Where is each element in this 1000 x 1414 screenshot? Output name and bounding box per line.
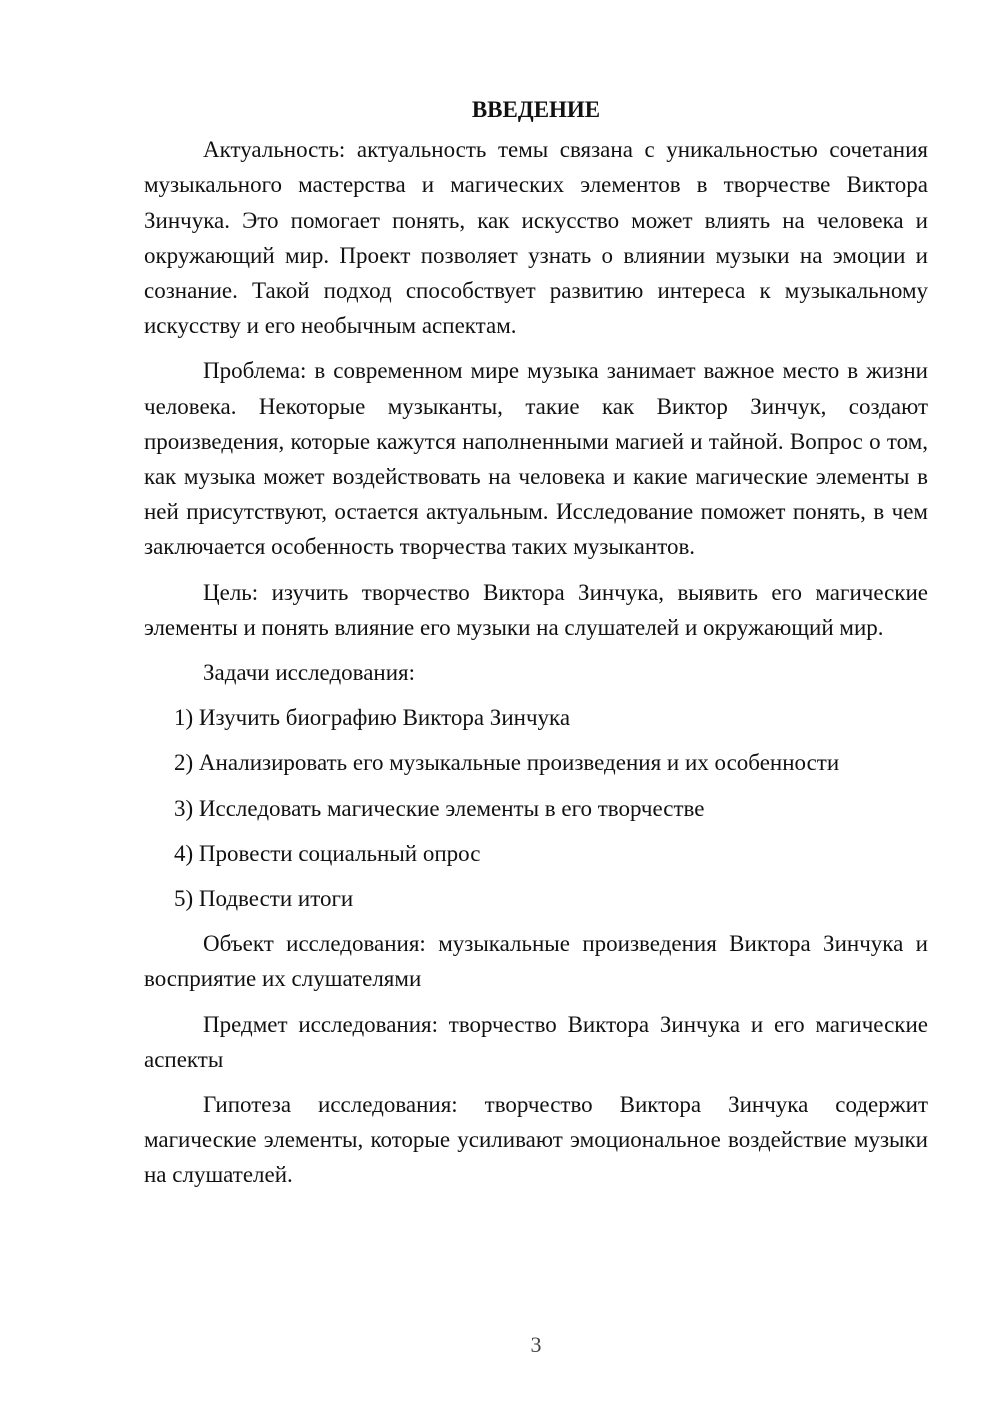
relevance-paragraph: Актуальность: актуальность темы связана с уникальностью сочетания музыкального мастерства и магических элементов в творчестве Виктора Зинчука. Это помогает понять, как искусство может влиять на человека и окружающий мир. Проект позволяет узнать о влиянии музыки на эмоции и сознание. Такой подход способствует развитию интереса к музыкальному искусству и его необычным аспектам. <box>144 137 928 339</box>
problem-paragraph: Проблема: в современном мире музыка занимает важное место в жизни человека. Некоторые музыканты, такие как Виктор Зинчук, создают произведения, которые кажутся наполненными магией и тайной. Вопрос о том, как музыка может воздействовать на человека и какие магические элементы в ней присутствуют, остается актуальным. Исследование поможет понять, в чем заключается особенность творчества таких музыкантов. <box>144 358 928 560</box>
goal-paragraph: Цель: изучить творчество Виктора Зинчука, выявить его магические элементы и понять влияние его музыки на слушателей и окружающий мир. <box>144 579 928 640</box>
task-item: 5) Подвести итоги <box>174 886 354 912</box>
section-heading: ВВЕДЕНИЕ <box>471 97 601 122</box>
hypothesis-paragraph: Гипотеза исследования: творчество Виктора Зинчука содержит магические элементы, которые усиливают эмоциональное воздействие музыки на слушателей. <box>144 1092 928 1188</box>
document-page <box>144 92 928 1193</box>
tasks-title: Задачи исследования: <box>203 660 416 686</box>
task-item: 4) Провести социальный опрос <box>174 840 481 866</box>
tasks-list <box>144 700 928 916</box>
page-number: 3 <box>530 1332 542 1357</box>
task-item: 3) Исследовать магические элементы в его творчестве <box>174 795 705 821</box>
task-item: 2) Анализировать его музыкальные произведения и их особенности <box>174 750 840 776</box>
object-paragraph: Объект исследования: музыкальные произведения Виктора Зинчука и восприятие их слушателями <box>144 931 928 992</box>
task-item: 1) Изучить биографию Виктора Зинчука <box>174 705 571 731</box>
subject-paragraph: Предмет исследования: творчество Виктора Зинчука и его магические аспекты <box>144 1011 928 1072</box>
